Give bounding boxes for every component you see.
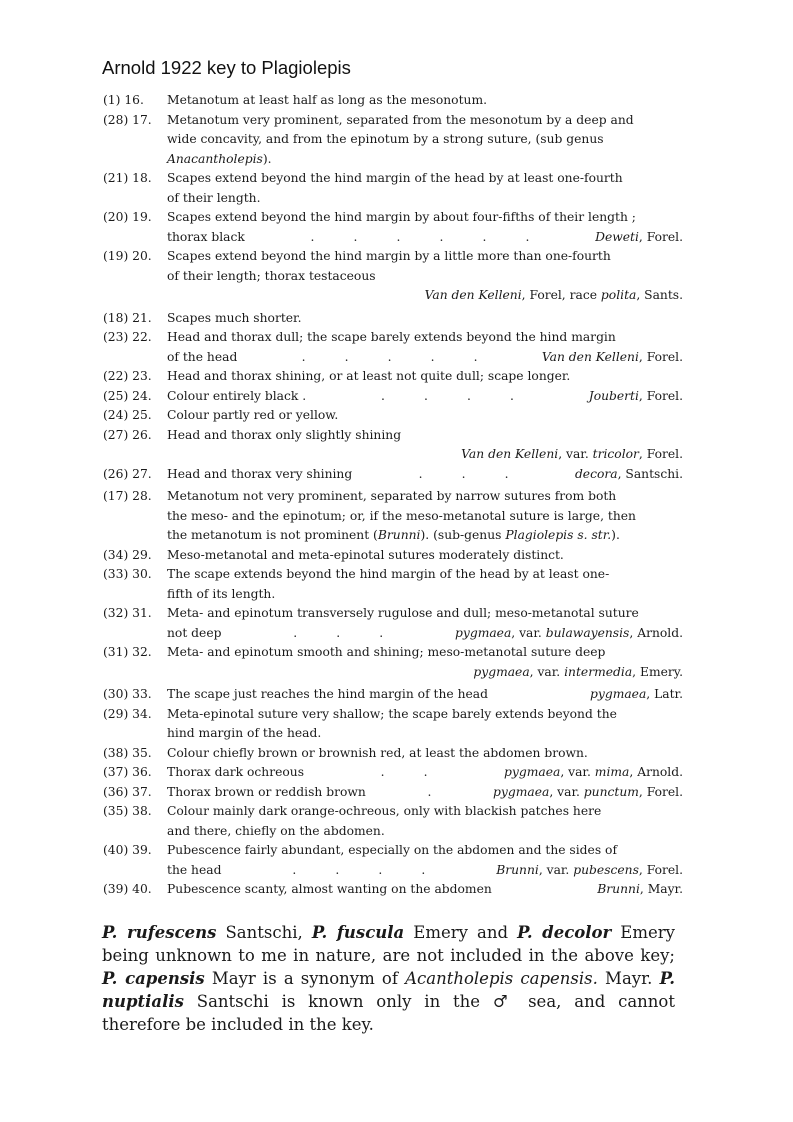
couplet-text — [167, 841, 683, 880]
key-entry — [103, 309, 683, 329]
text-run: sea, and cannot therefore be included in the key. — [102, 992, 675, 1034]
couplet-line — [167, 546, 683, 566]
couplet-line — [167, 841, 683, 861]
couplet-line — [167, 387, 683, 407]
text-run: of their length; thorax testaceous — [167, 268, 376, 283]
line-text — [167, 744, 588, 764]
key-entry — [103, 487, 683, 546]
key-entry — [103, 685, 683, 705]
author-name: , Forel. — [638, 862, 683, 877]
couplet-number: (40) 39. — [103, 843, 152, 857]
couplet-number: (24) 25. — [103, 408, 152, 422]
taxon-name: Anacantholepis — [167, 151, 263, 166]
couplet-number: (31) 32. — [103, 645, 152, 659]
taxon-attribution — [425, 286, 683, 306]
taxon-name: Van den Kelleni — [541, 349, 639, 364]
couplet-line — [167, 309, 683, 329]
species-name: P. decolor — [517, 923, 612, 942]
taxon-name: Brunni — [496, 862, 539, 877]
line-text: Thorax dark ochreous — [167, 765, 305, 779]
taxon-name: Plagiolepis s. str. — [505, 528, 612, 542]
taxon-name: Brunni — [597, 882, 640, 896]
couplet-number: (38) 35. — [103, 745, 152, 760]
couplet-number: (35) 38. — [103, 804, 152, 818]
couplet-text — [167, 247, 683, 306]
text-run: Head and thorax only slightly shining — [167, 427, 402, 442]
closing-paragraph — [102, 921, 675, 1036]
author-name: , Forel. — [638, 349, 683, 364]
text-run: Scapes extend beyond the hind margin of the head by at least one-fourth — [167, 171, 623, 185]
couplet-text — [167, 565, 683, 604]
key-entry — [103, 208, 683, 247]
line-text: Colour entirely black . — [167, 388, 307, 403]
text-run: ). — [611, 528, 620, 542]
couplet-text — [167, 744, 683, 764]
key-entry — [103, 763, 683, 783]
text-run: the meso- and the epinotum; or, if the meso-metanotal suture is large, then — [167, 508, 636, 523]
text-run: Head and thorax shining, or at least not quite dull; scape longer. — [167, 369, 571, 383]
key-entry — [103, 802, 683, 841]
text-run: Mayr is a synonym of — [204, 969, 406, 988]
couplet-number: (27) 26. — [103, 427, 152, 442]
line-text — [167, 802, 601, 822]
couplet-text — [167, 328, 683, 367]
text-run: The scape extends beyond the hind margin of the head by at least one- — [167, 567, 610, 581]
leader-dots: . — [427, 784, 432, 799]
line-text — [167, 643, 605, 663]
key-entry — [103, 783, 683, 803]
key-entry — [103, 406, 683, 426]
taxon-attribution — [493, 783, 683, 803]
text-run: Scapes much shorter. — [167, 310, 302, 325]
text-run: Meta-epinotal suture very shallow; the scape barely extends beyond the — [167, 706, 617, 721]
key-entry — [103, 387, 683, 407]
text-run: ). — [262, 151, 272, 166]
couplet-line — [167, 267, 683, 287]
couplet-line — [167, 426, 683, 446]
leader-dots — [488, 685, 590, 705]
couplet-text — [167, 705, 683, 744]
couplet-line — [167, 445, 683, 465]
author-name: , Emery. — [632, 664, 683, 679]
line-text — [167, 309, 301, 329]
identification-key — [103, 91, 683, 900]
line-text — [167, 208, 636, 228]
couplet-text — [167, 426, 683, 465]
author-name: , Forel. — [638, 229, 683, 244]
author-name: , Santschi. — [617, 466, 683, 481]
couplet-line — [167, 169, 683, 189]
leader-dots: . . . — [418, 466, 509, 481]
taxon-name: Van den Kelleni — [461, 447, 559, 461]
couplet-line — [167, 624, 683, 644]
couplet-line — [167, 406, 683, 426]
synonym-name: Acantholepis capensis. — [405, 969, 598, 988]
author-name: , Sants. — [636, 288, 683, 302]
line-text — [167, 406, 338, 426]
leader-dots: . . . . — [381, 388, 514, 403]
author-name: , Mayr. — [639, 882, 683, 896]
author-name: , Forel. — [638, 388, 683, 403]
taxon-attribution — [590, 685, 683, 705]
couplet-line — [167, 150, 683, 170]
couplet-line — [167, 465, 683, 485]
taxon-name: pygmaea — [455, 625, 512, 640]
taxon-variety: intermedia — [564, 664, 633, 679]
taxon-name: pygmaea — [473, 664, 530, 679]
couplet-text — [167, 604, 683, 643]
key-entry — [103, 426, 683, 465]
couplet-number: (30) 33. — [103, 687, 152, 701]
leader-dots: . . . — [293, 625, 384, 640]
taxon-variety: pubescens — [573, 862, 639, 877]
couplet-number: (25) 24. — [103, 388, 152, 403]
couplet-line — [167, 822, 683, 842]
text-run: ). (sub-genus — [420, 528, 506, 542]
couplet-line — [167, 705, 683, 725]
couplet-text — [167, 406, 683, 426]
text-run: Colour partly red or yellow. — [167, 408, 339, 422]
couplet-line — [167, 328, 683, 348]
couplet-line — [167, 91, 683, 111]
line-text — [167, 604, 639, 624]
text-run: Metanotum very prominent, separated from the mesonotum by a deep and — [167, 112, 634, 127]
couplet-number: (33) 30. — [103, 567, 152, 581]
text-run: Head and thorax dull; the scape barely extends beyond the hind margin — [167, 330, 616, 344]
couplet-text — [167, 802, 683, 841]
couplet-line — [167, 861, 683, 881]
couplet-text — [167, 546, 683, 566]
couplet-line — [167, 130, 683, 150]
taxon-attribution — [597, 880, 683, 900]
couplet-line — [167, 724, 683, 744]
text-run: Scapes extend beyond the hind margin by about four-fifths of their length ; — [167, 210, 636, 224]
line-text — [167, 426, 401, 446]
taxon-name: pygmaea — [590, 687, 647, 701]
line-text — [167, 267, 376, 287]
text-run: wide concavity, and from the epinotum by a strong suture, (sub genus — [167, 132, 604, 146]
line-text — [167, 507, 636, 527]
couplet-line — [167, 348, 683, 368]
author-name: , Arnold. — [629, 625, 683, 640]
couplet-line — [167, 228, 683, 248]
taxon-attribution — [496, 861, 683, 881]
leader-dots: . . . . — [292, 862, 426, 877]
key-entry — [103, 91, 683, 111]
species-name: P. fuscula — [311, 923, 405, 942]
text-run: , var. — [558, 447, 593, 461]
text-run: Santschi is known only in the — [183, 992, 493, 1011]
male-symbol-icon: ♂ — [492, 992, 516, 1011]
text-run: Santschi, — [216, 923, 312, 942]
key-entry — [103, 565, 683, 604]
couplet-number: (32) 31. — [103, 606, 152, 620]
couplet-line — [167, 565, 683, 585]
text-run: of their length. — [167, 190, 261, 205]
text-run: and there, chiefly on the abdomen. — [167, 823, 385, 838]
couplet-text — [167, 367, 683, 387]
key-entry — [103, 169, 683, 208]
couplet-line — [167, 247, 683, 267]
text-run: Meta- and epinotum transversely rugulose and dull; meso-metanotal suture — [167, 606, 639, 620]
text-run: , var. — [511, 625, 546, 640]
couplet-line — [167, 189, 683, 209]
couplet-number: (26) 27. — [103, 466, 152, 481]
couplet-line — [167, 286, 683, 306]
text-run: the metanotum is not prominent ( — [167, 528, 378, 542]
taxon-variety: polita — [600, 288, 637, 302]
couplet-text — [167, 783, 683, 803]
couplet-number: (21) 18. — [103, 171, 152, 185]
couplet-number: (20) 19. — [103, 210, 152, 224]
taxon-attribution — [461, 445, 683, 465]
line-text: Pubescence scanty, almost wanting on the abdomen — [167, 882, 492, 896]
line-text: thorax black — [167, 229, 245, 244]
leader-dots — [492, 880, 597, 900]
couplet-line — [167, 663, 683, 683]
taxon-variety: bulawayensis — [545, 625, 630, 640]
taxon-attribution — [589, 387, 683, 407]
couplet-number: (29) 34. — [103, 706, 152, 721]
couplet-text — [167, 208, 683, 247]
couplet-text — [167, 465, 683, 485]
leader-dots: . . . . . . — [310, 229, 530, 244]
couplet-line — [167, 526, 683, 546]
key-entry — [103, 328, 683, 367]
taxon-name: Deweti — [595, 229, 639, 244]
text-run: , Forel, race — [521, 288, 601, 302]
couplet-text — [167, 111, 683, 170]
author-name: , Forel. — [638, 784, 683, 799]
key-entry — [103, 247, 683, 306]
couplet-line — [167, 487, 683, 507]
couplet-text — [167, 685, 683, 705]
couplet-number: (19) 20. — [103, 249, 152, 263]
couplet-line — [167, 507, 683, 527]
taxon-variety: punctum — [583, 784, 639, 799]
taxon-name: Van den Kelleni — [424, 288, 522, 302]
key-entry — [103, 841, 683, 880]
text-run: Colour chiefly brown or brownish red, at least the abdomen brown. — [167, 745, 588, 760]
line-text — [167, 189, 261, 209]
key-entry — [103, 546, 683, 566]
line-text — [167, 526, 620, 546]
couplet-text — [167, 763, 683, 783]
text-run: Mayr. — [597, 969, 660, 988]
line-text — [167, 841, 617, 861]
line-text: Head and thorax very shining — [167, 466, 353, 481]
taxon-name: pygmaea — [504, 765, 561, 779]
couplet-line — [167, 685, 683, 705]
line-text — [167, 111, 634, 131]
couplet-line — [167, 763, 683, 783]
line-text — [167, 546, 564, 566]
couplet-number: (23) 22. — [103, 330, 152, 344]
text-run: fifth of its length. — [167, 586, 276, 601]
line-text: the head — [167, 862, 222, 877]
line-text — [167, 130, 604, 150]
line-text — [167, 91, 487, 111]
couplet-text — [167, 91, 683, 111]
line-text: Thorax brown or reddish brown — [167, 784, 366, 799]
key-entry — [103, 705, 683, 744]
taxon-attribution — [595, 228, 683, 248]
author-name: , Latr. — [646, 687, 683, 701]
text-run: , var. — [538, 862, 574, 877]
text-run: Pubescence fairly abundant, especially on the abdomen and the sides of — [167, 843, 617, 857]
line-text — [167, 169, 623, 189]
couplet-number: (22) 23. — [103, 369, 152, 383]
couplet-line — [167, 880, 683, 900]
species-name: P. nuptialis — [102, 969, 675, 1011]
taxon-attribution — [504, 763, 683, 783]
line-text: of the head — [167, 349, 238, 364]
text-run: hind margin of the head. — [167, 726, 322, 740]
couplet-line — [167, 208, 683, 228]
text-run: Colour mainly dark orange-ochreous, only with blackish patches here — [167, 804, 602, 818]
author-name: , Forel. — [638, 447, 683, 461]
text-run: Metanotum not very prominent, separated by narrow sutures from both — [167, 489, 617, 503]
text-run: Meta- and epinotum smooth and shining; meso-metanotal suture deep — [167, 645, 606, 659]
couplet-line — [167, 783, 683, 803]
text-run: Emery being unknown to me in nature, are not included in the above key; — [102, 923, 675, 965]
taxon-name: pygmaea — [493, 784, 550, 799]
couplet-text — [167, 169, 683, 208]
couplet-text — [167, 309, 683, 329]
text-run: Metanotum at least half as long as the mesonotum. — [167, 93, 488, 107]
text-run: , var. — [560, 765, 595, 779]
line-text — [167, 705, 617, 725]
couplet-line — [167, 604, 683, 624]
taxon-name: Jouberti — [588, 388, 639, 403]
text-run: , var. — [529, 664, 565, 679]
leader-dots: . . . . . — [301, 349, 478, 364]
couplet-number: (39) 40. — [103, 882, 152, 896]
couplet-text — [167, 487, 683, 546]
text-run: Emery and — [404, 923, 518, 942]
species-name: P. rufescens — [102, 923, 217, 942]
line-text: not deep — [167, 625, 222, 640]
taxon-attribution — [542, 348, 683, 368]
taxon-attribution — [575, 465, 683, 485]
couplet-number: (36) 37. — [103, 784, 152, 799]
couplet-number: (18) 21. — [103, 310, 152, 325]
key-entry — [103, 604, 683, 643]
line-text — [167, 724, 321, 744]
species-name: P. capensis — [102, 969, 205, 988]
text-run: Scapes extend beyond the hind margin by a little more than one-fourth — [167, 249, 611, 263]
key-entry — [103, 111, 683, 170]
couplet-number: (1) 16. — [103, 93, 144, 107]
line-text — [167, 328, 616, 348]
line-text: The scape just reaches the hind margin of the head — [167, 687, 488, 701]
page-title: Arnold 1922 key to Plagiolepis — [102, 57, 351, 78]
taxon-variety: mima — [594, 765, 630, 779]
text-run: Meso-metanotal and meta-epinotal sutures moderately distinct. — [167, 547, 564, 562]
text-run: , var. — [549, 784, 584, 799]
couplet-line — [167, 643, 683, 663]
couplet-line — [167, 802, 683, 822]
key-entry — [103, 465, 683, 485]
author-name: , Arnold. — [629, 765, 683, 779]
couplet-text — [167, 643, 683, 682]
couplet-number: (34) 29. — [103, 547, 152, 562]
line-text — [167, 487, 616, 507]
taxon-name: decora — [574, 466, 618, 481]
line-text — [167, 367, 570, 387]
line-text — [167, 247, 611, 267]
couplet-number: (37) 36. — [103, 765, 152, 779]
taxon-attribution — [473, 663, 683, 683]
key-entry — [103, 744, 683, 764]
couplet-line — [167, 367, 683, 387]
key-entry — [103, 643, 683, 682]
couplet-number: (28) 17. — [103, 112, 152, 127]
couplet-text — [167, 880, 683, 900]
couplet-line — [167, 111, 683, 131]
key-entry — [103, 367, 683, 387]
couplet-line — [167, 744, 683, 764]
taxon-attribution — [455, 624, 683, 644]
couplet-text — [167, 387, 683, 407]
taxon-name: Brunni — [377, 528, 421, 542]
couplet-line — [167, 585, 683, 605]
line-text — [167, 150, 272, 170]
couplet-number: (17) 28. — [103, 489, 152, 503]
line-text — [167, 822, 385, 842]
key-entry — [103, 880, 683, 900]
taxon-variety: tricolor — [592, 447, 639, 461]
line-text — [167, 565, 609, 585]
line-text — [167, 585, 275, 605]
leader-dots: . . — [380, 765, 428, 779]
